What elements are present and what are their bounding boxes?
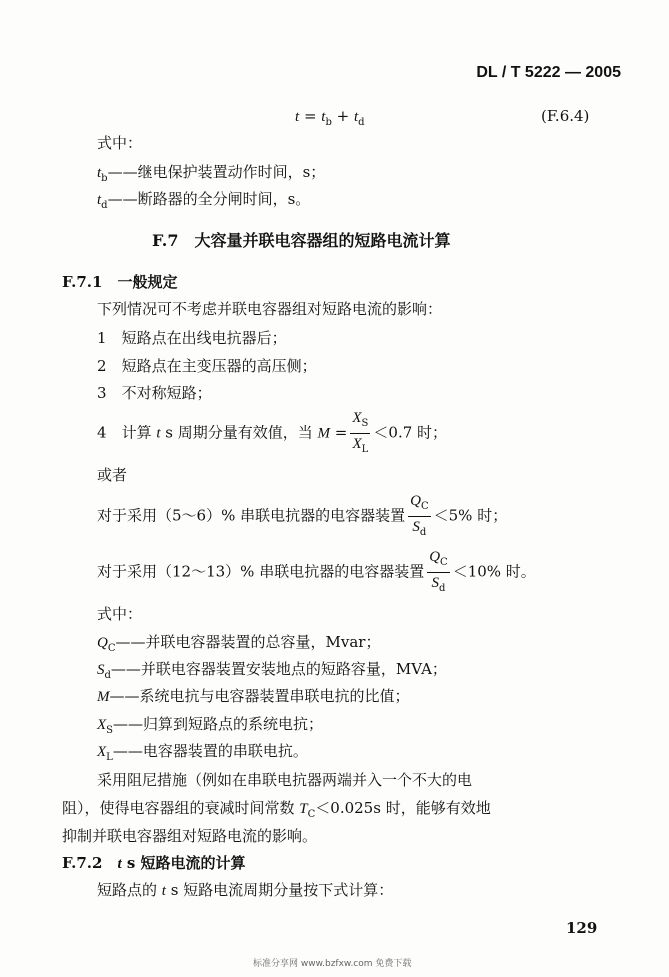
definition-tb: $t_b——$继电保护装置动作时间，s； [97,163,326,184]
or-label: 或者 [97,466,128,484]
section-heading-f7: F.7 大容量并联电容器组的短路电流计算 [152,231,451,250]
definition-xl: $X_L——$电容器装置的串联电抗。 [97,742,308,763]
where-label: 式中： [97,134,143,152]
fraction-xs-xl: $\frac{X_S}{X_L}$ [352,410,369,455]
standard-number-header: DL / T 5222 — 2005 [476,64,621,81]
where-label: 式中： [97,605,143,623]
fraction-qc-sd: $\frac{Q_C}{S_d}$ [429,549,448,594]
list-item: 3 不对称短路； [97,384,212,402]
subsection-heading-f7-1: F.7.1 一般规定 [62,273,178,291]
damping-paragraph-line-3: 抑制并联电容器组对短路电流的影响。 [62,827,318,845]
intro-paragraph: 下列情况可不考虑并联电容器组对短路电流的影响： [97,300,443,318]
list-item-4: 4 计算 t s 周期分量有效值，当 M = $\frac{X_S}{X_L}$ ＜0.7 时； [97,408,447,459]
footer-watermark: 标准分享网 www.bzfxw.com 免费下载 [253,959,412,969]
page-number: 129 [566,919,598,937]
definition-sd: $S_d——$并联电容器装置安装地点的短路容量，MVA； [97,660,447,681]
definition-td: $t_d——$断路器的全分闸时间，s。 [97,190,311,211]
definition-qc: $Q_C——$并联电容器装置的总容量，Mvar； [97,633,381,654]
list-item: 1 短路点在出线电抗器后； [97,329,287,347]
condition-case-2: 对于采用（12～13）% 串联电抗器的电容器装置 $\frac{Q_C}{S_d}$ ＜10% 时。 [97,547,536,598]
definition-m: M——系统电抗与电容器装置串联电抗的比值； [97,687,410,705]
condition-case-1: 对于采用（5～6）% 串联电抗器的电容器装置 $\frac{Q_C}{S_d}$ ＜5% 时； [97,491,507,542]
list-item: 2 短路点在主变压器的高压侧； [97,357,317,375]
damping-paragraph-line-1: 采用阻尼措施（例如在串联电抗器两端并入一个不大的电 [97,771,473,789]
definition-xs: $X_S——$归算到短路点的系统电抗； [97,715,324,736]
damping-paragraph-line-2: 阻），使得电容器组的衰减时间常数 $T_C<0.025s$ 时，能够有效地 [62,799,491,820]
equation-f6-4: $t = t_b + t_d$ [295,107,365,128]
fraction-qc-sd: $\frac{Q_C}{S_d}$ [410,493,429,538]
subsection-heading-f7-2: F.7.2 t s 短路电流的计算 [62,854,246,872]
equation-label: (F.6.4) [541,107,590,125]
final-sentence: 短路点的 t s 短路电流周期分量按下式计算： [97,881,394,899]
